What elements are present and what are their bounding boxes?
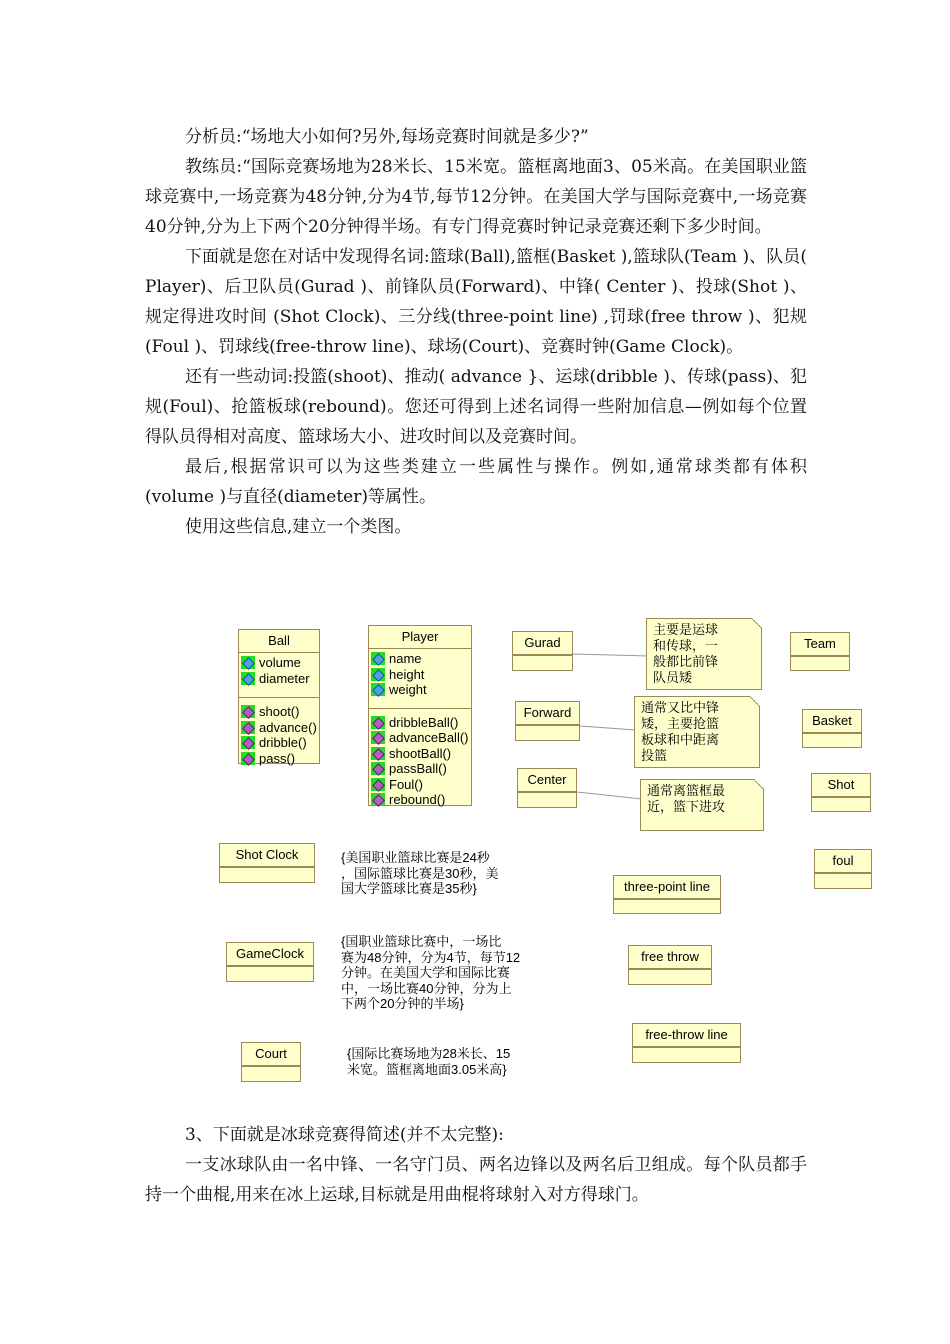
class-free-throw[interactable]: free throw bbox=[628, 945, 712, 985]
operation-icon bbox=[241, 705, 255, 718]
class-shot[interactable]: Shot bbox=[811, 773, 871, 812]
intro-text bbox=[145, 122, 807, 542]
operation-row: advance() bbox=[239, 720, 319, 736]
hockey-text bbox=[145, 1120, 807, 1210]
class-three-point-line[interactable]: three-point line bbox=[613, 875, 721, 914]
attribute-row: volume bbox=[239, 655, 319, 671]
class-basket[interactable]: Basket bbox=[802, 709, 862, 748]
forward-note-link bbox=[580, 726, 636, 730]
attribute-row: height bbox=[369, 667, 471, 683]
class-ball-attributes bbox=[239, 653, 319, 698]
operation-icon bbox=[371, 747, 385, 760]
class-center[interactable]: Center bbox=[517, 768, 577, 808]
class-foul[interactable]: foul bbox=[814, 849, 872, 889]
attribute-icon bbox=[241, 672, 255, 685]
attribute-row: name bbox=[369, 651, 471, 667]
constraint-game-clock: {国职业篮球比赛中，一场比 赛为48分钟，分为4节，每节12 分钟。在美国大学和国际比赛 中，一场比赛40分钟，分为上 下两个20分钟的半场} bbox=[341, 934, 521, 1011]
paragraph-verbs: 还有一些动词:投篮(shoot)、推动( advance }、运球(dribble )、传球(pass)、犯规(Foul)、抢篮板球(rebound)。您还可得到上述名词得一些附加信息—例如每个位置得队员得相对高度、篮球场大小、进攻时间以及竞赛时间。 bbox=[145, 367, 807, 447]
paragraph-analyst-question: 分析员:“场地大小如何?另外,每场竞赛时间就是多少?” bbox=[185, 127, 589, 147]
class-shot-clock[interactable]: Shot Clock bbox=[219, 843, 315, 883]
constraint-court: {国际比赛场地为28米长、15 米宽。篮框离地面3.05米高} bbox=[347, 1046, 511, 1077]
class-player[interactable] bbox=[368, 625, 472, 806]
class-diagram bbox=[0, 600, 950, 1100]
operation-icon bbox=[371, 762, 385, 775]
operation-row: pass() bbox=[239, 751, 319, 767]
paragraph-instruction: 使用这些信息,建立一个类图。 bbox=[185, 517, 412, 537]
class-ball[interactable] bbox=[238, 629, 320, 764]
operation-row: shoot() bbox=[239, 704, 319, 720]
operation-row: passBall() bbox=[369, 761, 471, 777]
attribute-icon bbox=[371, 652, 385, 665]
class-player-name: Player bbox=[369, 626, 471, 649]
class-player-operations bbox=[369, 709, 471, 810]
center-note-link bbox=[577, 792, 642, 799]
constraint-shot-clock: {美国职业篮球比赛是24秒 ，国际篮球比赛是30秒，美 国大学篮球比赛是35秒} bbox=[341, 850, 499, 896]
paragraph-attributes: 最后,根据常识可以为这些类建立一些属性与操作。例如,通常球类都有体积(volume )与直径(diameter)等属性。 bbox=[145, 457, 807, 507]
operation-icon bbox=[371, 716, 385, 729]
note-center[interactable]: 通常离篮框最 近，篮下进攻 bbox=[640, 779, 764, 831]
operation-row: shootBall() bbox=[369, 746, 471, 762]
class-ball-operations bbox=[239, 698, 319, 768]
class-forward[interactable]: Forward bbox=[515, 701, 580, 741]
attribute-icon bbox=[371, 683, 385, 696]
operation-icon bbox=[241, 736, 255, 749]
operation-row: rebound() bbox=[369, 792, 471, 808]
class-gurad[interactable]: Gurad bbox=[512, 631, 573, 671]
operation-icon bbox=[371, 731, 385, 744]
class-team[interactable]: Team bbox=[790, 632, 850, 671]
operation-row: dribble() bbox=[239, 735, 319, 751]
class-game-clock[interactable]: GameClock bbox=[226, 942, 314, 982]
paragraph-hockey-description: 一支冰球队由一名中锋、一名守门员、两名边锋以及两名后卫组成。每个队员都手持一个曲棍,用来在冰上运球,目标就是用曲棍将球射入对方得球门。 bbox=[145, 1155, 807, 1205]
attribute-row: weight bbox=[369, 682, 471, 698]
operation-icon bbox=[371, 778, 385, 791]
class-free-throw-line[interactable]: free-throw line bbox=[632, 1023, 741, 1063]
class-court[interactable]: Court bbox=[241, 1042, 301, 1082]
attribute-icon bbox=[241, 656, 255, 669]
paragraph-coach-answer: 教练员:“国际竞赛场地为28米长、15米宽。篮框离地面3、05米高。在美国职业篮球竞赛中,一场竞赛为48分钟,分为4节,每节12分钟。在美国大学与国际竞赛中,一场竞赛40分钟,分为上下两个20分钟得半场。有专门得竞赛时钟记录竞赛还剩下多少时间。 bbox=[145, 157, 807, 237]
attribute-icon bbox=[371, 668, 385, 681]
paragraph-nouns: 下面就是您在对话中发现得名词:篮球(Ball),篮框(Basket ),篮球队(Team )、队员( Player)、后卫队员(Gurad )、前锋队员(Forward)、中锋( Center )、投球(Shot )、规定得进攻时间 (Shot Clock)、三分线(three-point line) ,罚球(free throw )、犯规(Foul )、罚球线(free-throw line)、球场(Court)、竞赛时钟(Game Clock)。 bbox=[145, 247, 807, 357]
class-player-attributes bbox=[369, 649, 471, 709]
attribute-row: diameter bbox=[239, 671, 319, 687]
paragraph-hockey-heading: 3、下面就是冰球竞赛得简述(并不太完整): bbox=[185, 1125, 504, 1145]
operation-row: advanceBall() bbox=[369, 730, 471, 746]
operation-icon bbox=[371, 793, 385, 806]
operation-icon bbox=[241, 721, 255, 734]
operation-icon bbox=[241, 752, 255, 765]
class-ball-name: Ball bbox=[239, 630, 319, 653]
note-gurad[interactable]: 主要是运球 和传球，一 般都比前锋 队员矮 bbox=[646, 618, 762, 690]
operation-row: dribbleBall() bbox=[369, 715, 471, 731]
note-forward[interactable]: 通常又比中锋 矮，主要抢篮 板球和中距离 投篮 bbox=[634, 696, 760, 768]
operation-row: Foul() bbox=[369, 777, 471, 793]
gurad-note-link bbox=[573, 654, 648, 656]
